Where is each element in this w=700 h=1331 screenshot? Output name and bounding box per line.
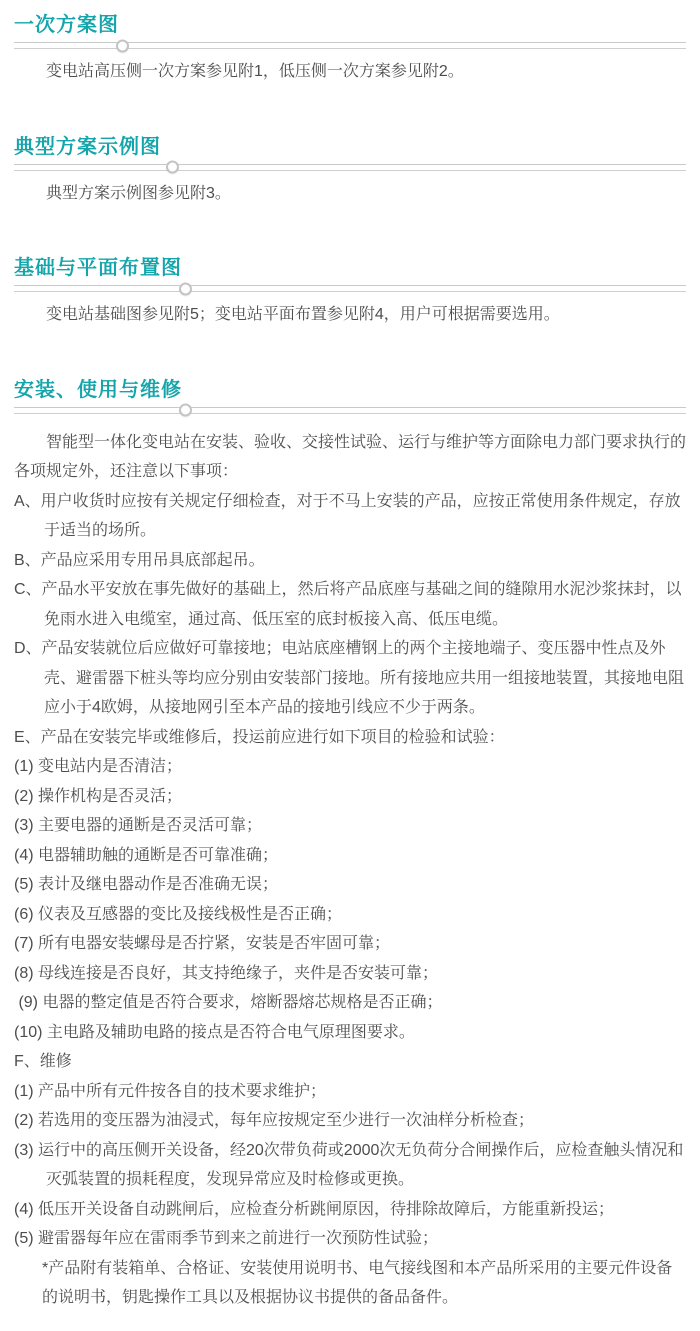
divider-circle-icon — [179, 282, 192, 295]
section-body — [14, 57, 686, 87]
list-item: C、产品水平安放在事先做好的基础上，然后将产品底座与基础之间的缝隙用水泥沙浆抹封，以免雨水进入电缆室，通过高、低压室的底封板接入高、低压电缆。 — [14, 581, 682, 628]
section-title: 一次方案图 — [14, 14, 119, 36]
list-item: (4) 低压开关设备自动跳闸后，应检查分析跳闸原因，待排除故障后，方能重新投运； — [14, 1200, 615, 1218]
list-item: A、用户收货时应按有关规定仔细检查，对于不马上安装的产品，应按正常使用条件规定，存放于适当的场所。 — [14, 492, 681, 539]
text-paragraph: *产品附有装箱单、合格证、安装使用说明书、电气接线图和本产品所采用的主要元件设备的说明书，钥匙操作工具以及根据协议书提供的备品备件。 — [42, 1259, 673, 1306]
section-divider-line — [14, 164, 686, 171]
list-item: (3) 主要电器的通断是否灵活可靠； — [14, 817, 263, 834]
list-item: (1) 变电站内是否清洁； — [14, 758, 183, 775]
section-body — [14, 428, 686, 1313]
document-section — [14, 377, 686, 1313]
document-section — [14, 255, 686, 330]
list-item: (9) 电器的整定值是否符合要求，熔断器熔芯规格是否正确； — [14, 994, 443, 1011]
list-item: (6) 仪表及互感器的变比及接线极性是否正确； — [14, 905, 343, 923]
list-item: D、产品安装就位后应做好可靠接地；电站底座槽钢上的两个主接地端子、变压器中性点及外壳、避雷器下桩头等均应分别由安装部门接地。所有接地应共用一组接地装置，其接地电阻应小于4欧姆，从接地网引至本产品的接地引线应不少于两条。 — [14, 640, 685, 716]
list-item: (2) 操作机构是否灵活； — [14, 787, 183, 805]
section-divider-line — [14, 407, 686, 414]
section-title: 典型方案示例图 — [14, 135, 161, 158]
text-paragraph: 智能型一体化变电站在安装、验收、交接性试验、运行与维护等方面除电力部门要求执行的各项规定外，还注意以下事项： — [14, 433, 687, 480]
list-item: (5) 表计及继电器动作是否准确无误； — [14, 876, 279, 893]
section-title: 基础与平面布置图 — [14, 257, 182, 279]
text-paragraph: 变电站基础图参见附5；变电站平面布置参见附4，用户可根据需要选用。 — [46, 306, 560, 323]
list-item: B、产品应采用专用吊具底部起吊。 — [14, 551, 265, 569]
section-divider-line — [14, 285, 686, 292]
section-divider-line — [14, 42, 686, 49]
list-item: (4) 电器辅助触的通断是否可靠准确； — [14, 846, 279, 864]
list-item: (7) 所有电器安装螺母是否拧紧，安装是否牢固可靠； — [14, 935, 391, 952]
section-title: 安装、使用与维修 — [14, 378, 182, 401]
list-item: (10) 主电路及辅助电路的接点是否符合电气原理图要求。 — [14, 1023, 415, 1041]
divider-circle-icon — [116, 39, 129, 52]
list-item: (2) 若选用的变压器为油浸式，每年应按规定至少进行一次油样分析检查； — [14, 1112, 535, 1129]
document-section — [14, 12, 686, 87]
list-item: (1) 产品中所有元件按各自的技术要求维护； — [14, 1082, 327, 1100]
list-item: (3) 运行中的高压侧开关设备，经20次带负荷或2000次无负荷分合闸操作后，应检查触头情况和灭弧装置的损耗程度，发现异常应及时检修或更换。 — [14, 1141, 684, 1188]
section-body — [14, 179, 686, 209]
list-item: F、维修 — [14, 1053, 72, 1070]
text-paragraph: 典型方案示例图参见附3。 — [46, 184, 231, 202]
divider-circle-icon — [179, 404, 192, 417]
divider-circle-icon — [166, 161, 179, 174]
document-section — [14, 134, 686, 209]
list-item: (5) 避雷器每年应在雷雨季节到来之前进行一次预防性试验； — [14, 1230, 439, 1247]
text-paragraph: 变电站高压侧一次方案参见附1，低压侧一次方案参见附2。 — [46, 63, 464, 80]
list-item: (8) 母线连接是否良好，其支持绝缘子，夹件是否安装可靠； — [14, 964, 439, 982]
list-item: E、产品在安装完毕或维修后，投运前应进行如下项目的检验和试验： — [14, 728, 505, 746]
section-body — [14, 300, 686, 330]
